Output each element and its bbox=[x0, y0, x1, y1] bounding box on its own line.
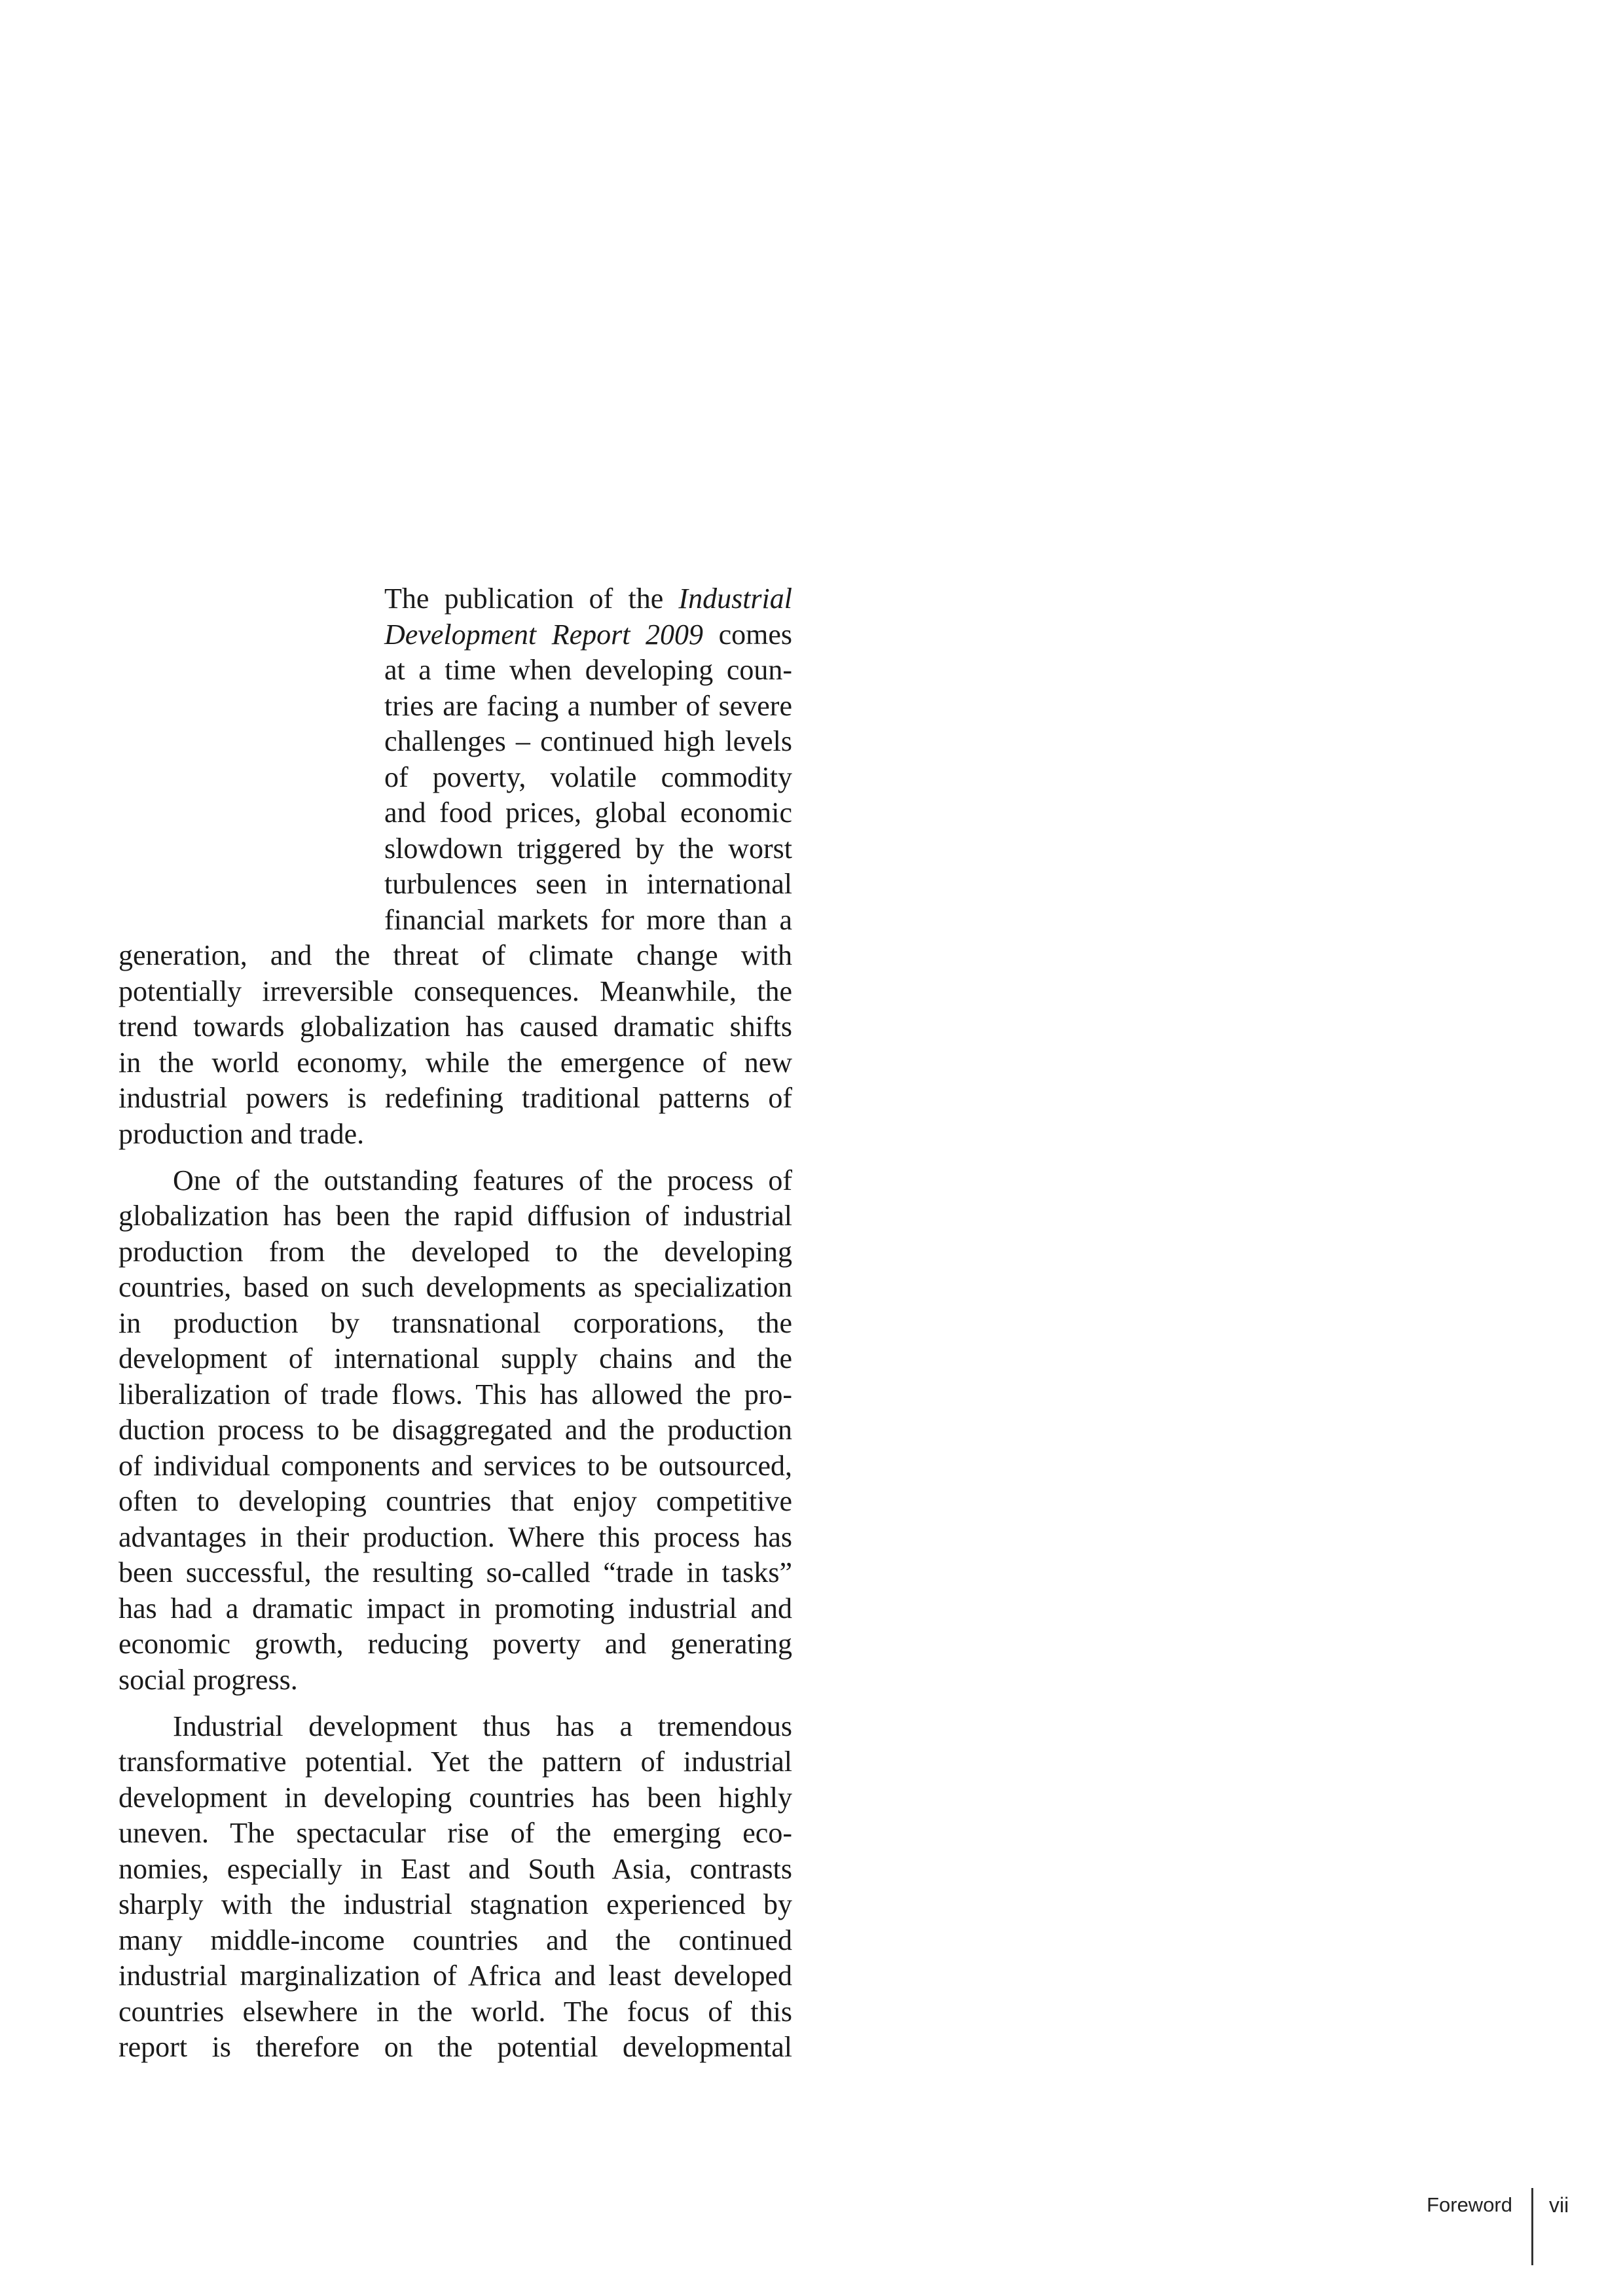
text-line: been successful, the resulting so-called “trade in tasks” bbox=[119, 1556, 792, 1588]
text-line: industrial marginalization of Africa and least developed bbox=[119, 1960, 792, 1992]
text-line: of individual components and services to be outsourced, bbox=[119, 1450, 792, 1482]
text-line: The publication of the Industrial bbox=[384, 583, 792, 615]
text-line: trend towards globalization has caused dramatic shifts bbox=[119, 1011, 792, 1043]
text-line: Development Report 2009 comes bbox=[384, 619, 793, 651]
text-line: at a time when developing coun- bbox=[384, 654, 792, 686]
text-line: slowdown triggered by the worst bbox=[384, 833, 792, 865]
text-line: often to developing countries that enjoy competitive bbox=[119, 1485, 792, 1517]
text-line: nomies, especially in East and South Asia, contrasts bbox=[119, 1853, 792, 1885]
text-line: sharply with the industrial stagnation experienced by bbox=[119, 1888, 792, 1920]
text-line: countries, based on such developments as specialization bbox=[119, 1271, 792, 1303]
footer-divider bbox=[1531, 2188, 1533, 2265]
text-line: duction process to be disaggregated and the production bbox=[119, 1414, 792, 1446]
text-line: report is therefore on the potential developmental bbox=[119, 2031, 792, 2063]
text-line: has had a dramatic impact in promoting industrial and bbox=[119, 1592, 792, 1624]
text-line: many middle-income countries and the continued bbox=[119, 1924, 792, 1956]
text-line: in production by transnational corporations, the bbox=[119, 1307, 792, 1339]
text-line: of poverty, volatile commodity bbox=[384, 761, 792, 793]
text-line: social progress. bbox=[119, 1664, 298, 1696]
text-line: in the world economy, while the emergence of new bbox=[119, 1047, 792, 1079]
text-line: production from the developed to the developing bbox=[119, 1236, 792, 1268]
text-line: and food prices, global economic bbox=[384, 797, 792, 829]
text-line: industrial powers is redefining traditional patterns of bbox=[119, 1082, 792, 1114]
text-line: economic growth, reducing poverty and generating bbox=[119, 1628, 792, 1660]
text-line: globalization has been the rapid diffusion of industrial bbox=[119, 1200, 792, 1232]
text-line: liberalization of trade flows. This has allowed the pro- bbox=[119, 1378, 792, 1410]
text-line: production and trade. bbox=[119, 1118, 365, 1150]
text-line: One of the outstanding features of the process of bbox=[173, 1164, 792, 1196]
text-line: tries are facing a number of severe bbox=[384, 690, 792, 722]
text-line: potentially irreversible consequences. Meanwhile, the bbox=[119, 975, 792, 1007]
page-number: vii bbox=[1549, 2193, 1569, 2217]
text-line: Industrial development thus has a tremendous bbox=[173, 1710, 792, 1742]
text-line: financial markets for more than a bbox=[384, 904, 792, 936]
section-label: Foreword bbox=[1427, 2193, 1512, 2216]
text-line: development in developing countries has been highly bbox=[119, 1782, 792, 1814]
text-line: challenges – continued high levels bbox=[384, 725, 792, 757]
text-line: transformative potential. Yet the pattern of industrial bbox=[119, 1746, 792, 1778]
text-line: countries elsewhere in the world. The focus of this bbox=[119, 1996, 792, 2028]
text-line: uneven. The spectacular rise of the emerging eco- bbox=[119, 1817, 792, 1849]
text-line: turbulences seen in international bbox=[384, 868, 792, 900]
text-line: generation, and the threat of climate change with bbox=[119, 939, 792, 971]
text-line: advantages in their production. Where this process has bbox=[119, 1521, 792, 1553]
text-line: development of international supply chains and the bbox=[119, 1342, 792, 1374]
